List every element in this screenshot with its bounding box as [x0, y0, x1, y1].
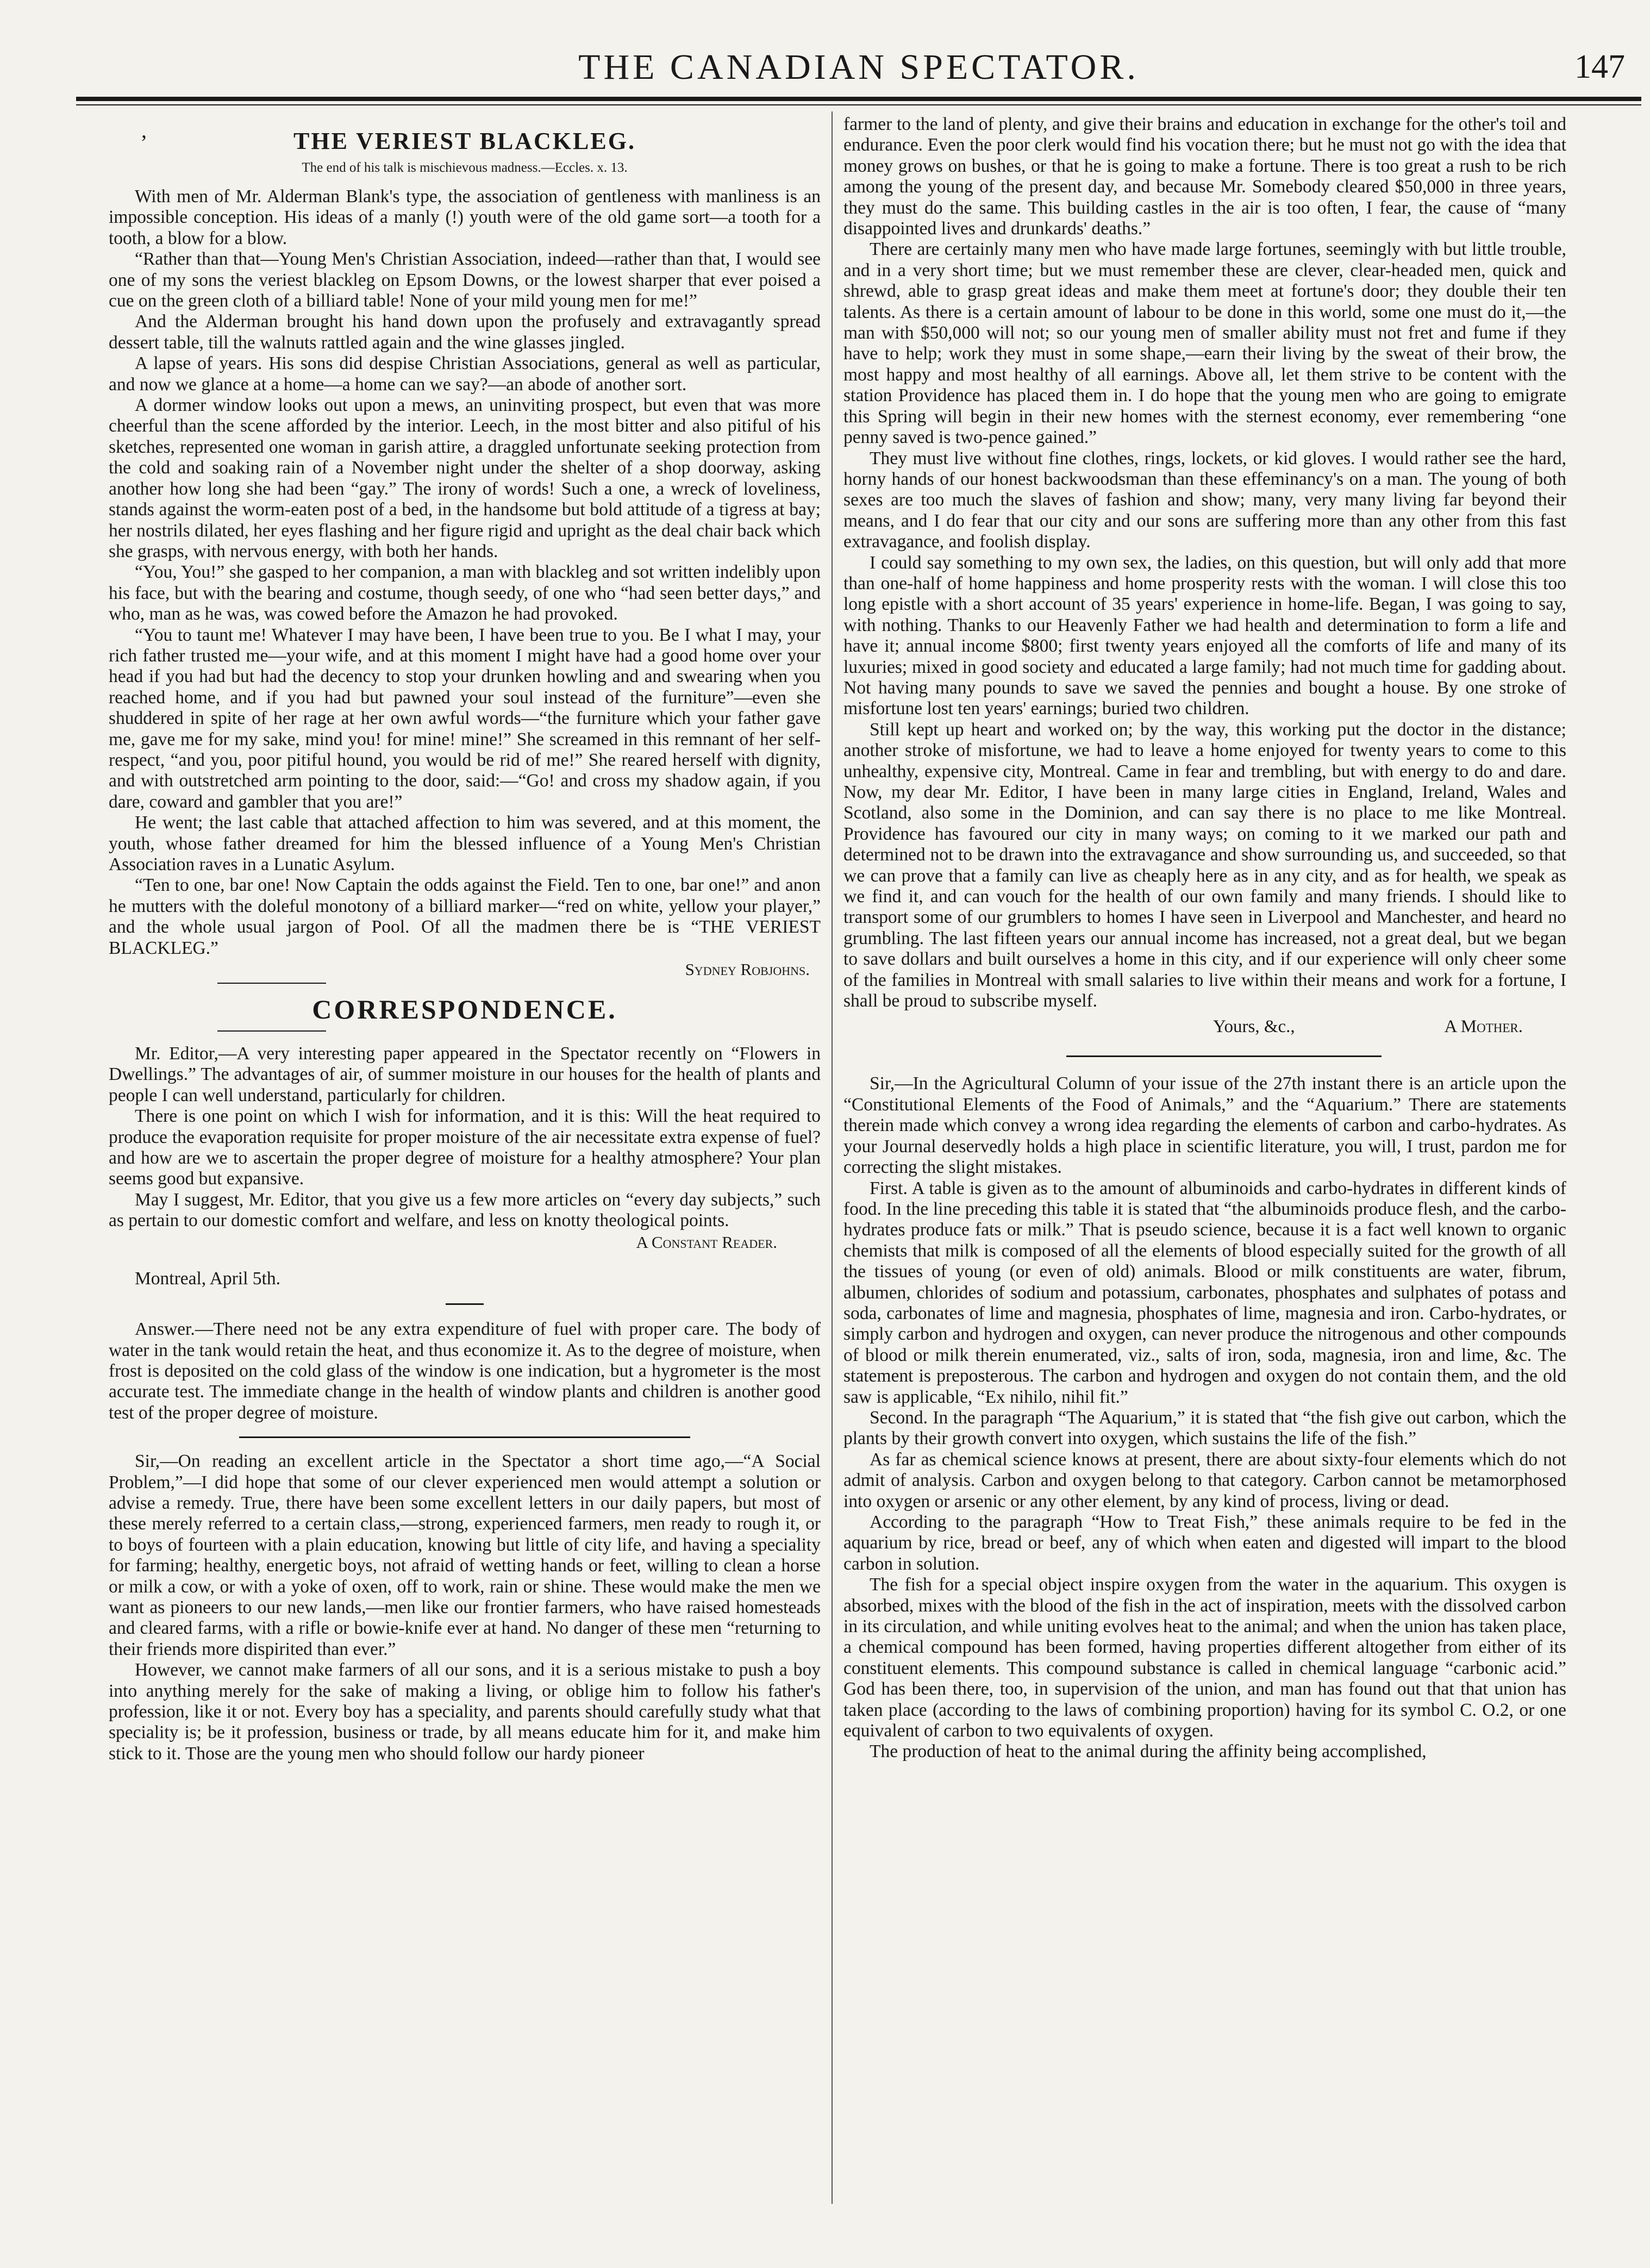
- letter-paragraph: Sir,—On reading an excellent article in the Spectator a short time ago,—“A Social Problem,”—I did hope that some of our clever experienced men would attempt a solution or advise a remedy. True, there have been some excellent letters in our daily papers, but most of these merely referred to a certain class,—strong, experienced farmers, men ready to rough it, or to boys of fourteen with a plain education, knowing but little of city life, and having a speciality for farming; healthy, energetic boys, not afraid of wetting hands or feet, willing to clean a horse or milk a cow, or with a yoke of oxen, off to work, rain or shine. These would make the men we want as pioneers to our new lands,—men like our frontier farmers, who have raised homesteads and cleared farms, with a rifle or bowie-knife ever at hand. No danger of these men “returning to their friends more dispirited than ever.”: [109, 1451, 821, 1659]
- article-paragraph: With men of Mr. Alderman Blank's type, the association of gentleness with manliness is an impossible conception. His ideas of a manly (!) youth were of the old game sort—a tooth for a tooth, a blow for a blow.: [109, 186, 821, 248]
- article-paragraph: “Rather than that—Young Men's Christian Association, indeed—rather than that, I would see one of my sons the veriest blackleg on Epsom Downs, or the lowest sharper that ever poised a cue on the green cloth of a billiard table! None of your mild young men for me!”: [109, 249, 821, 311]
- letter-dateline: Montreal, April 5th.: [135, 1268, 280, 1289]
- right-column: [843, 114, 1566, 2212]
- letter-paragraph: First. A table is given as to the amount of albuminoids and carbo-hydrates in different kinds of food. In the line preceding this table it is stated that “the albuminoids produce flesh, and the carbo-hydrates produce fats or milk.” That is pseudo science, because it is a fact well known to organic chemists that milk is composed of all the elements of blood especially suited for the growth of all the tissues of young (or even of old) animals. Blood or milk constituents are water, fibrum, albumen, chlorides of sodium and potassium, carbonates, phosphates and sulphates of potass and soda, carbonates of lime and magnesia, phosphates of lime, magnesia and iron. Carbo-hydrates, or simply carbon and hydrogen and oxygen, can never produce the nitrogenous and other compounds of blood or milk therein enumerated, viz., salts of iron, soda, magnesia, iron and lime, &c. The statement is preposterous. The carbon and hydrogen and oxygen do not contain them, and the old saw is applicable, “Ex nihilo, nihil fit.”: [843, 1178, 1566, 1407]
- letter-paragraph: According to the paragraph “How to Treat Fish,” these animals require to be fed in the aquarium by rice, bread or beef, any of which when eaten and digested will impart to the blood carbon in solution.: [843, 1512, 1566, 1574]
- letter-paragraph: I could say something to my own sex, the ladies, on this question, but will only add that more than one-half of home happiness and home prosperity rests with the woman. I will close this too long epistle with a short account of 35 years' experience in home-life. Began, I was going to say, with nothing. Thanks to our Heavenly Father we had health and determination to form a life and have it; annual income $800; first twenty years enjoyed all the comforts of life and many of its luxuries; mixed in good society and educated a large family; had not much time for gadding about. Not having many pounds to save we saved the pennies and bought a house. By one stroke of misfortune lost ten years' earnings; buried two children.: [843, 552, 1566, 719]
- article-paragraph: And the Alderman brought his hand down upon the profusely and extravagantly spread dessert table, till the walnuts rattled again and the wine glasses jingled.: [109, 311, 821, 353]
- letter-paragraph: Second. In the paragraph “The Aquarium,” it is stated that “the fish give out carbon, which the plants by their growth convert into oxygen, which sustains the life of the fish.”: [843, 1407, 1566, 1449]
- ink-mark: ,: [141, 118, 147, 142]
- letter-paragraph: However, we cannot make farmers of all our sons, and it is a serious mistake to push a boy into anything merely for the sake of making a living, or oblige him to follow his father's profession, like it or not. Every boy has a speciality, and parents should carefully study what that speciality is; be it profession, business or trade, by all means educate him for it, and make him stick to it. Those are the young men who should follow our hardy pioneer: [109, 1660, 821, 1764]
- letter-paragraph: As far as chemical science knows at present, there are about sixty-four elements which do not admit of analysis. Carbon and oxygen belong to that category. Carbon cannot be metamorphosed into oxygen or arsenic or any other element, by any kind of process, living or dead.: [843, 1449, 1566, 1511]
- separator-rule: [1066, 1055, 1382, 1057]
- article-paragraph: “You to taunt me! Whatever I may have been, I have been true to you. Be I what I may, your rich father trusted me—your wife, and at this moment I might have had a good home over your head if you had but had the decency to stop your drunken howling and and swearing when you reached home, and if you had but pawned your soul instead of the furniture”—even she shuddered in spite of her rage at her own awful words—“the furniture which your father gave me, gave me for my sake, mind you! for mine! mine!” She screamed in this remnant of her self-respect, “and you, poor pitiful hound, you would be rid of me!” She reared herself with dignity, and with outstretched arm pointing to the door, said:—“Go! and cross my shadow again, if you dare, coward and gambler that you are!”: [109, 624, 821, 812]
- separator-rule: [239, 1436, 690, 1438]
- epigraph: The end of his talk is mischievous madness.—Eccles. x. 13.: [302, 160, 628, 175]
- letter-paragraph: Sir,—In the Agricultural Column of your issue of the 27th instant there is an article upon the “Constitutional Elements of the Food of Animals,” and the “Aquarium.” There are statements therein made which convey a wrong idea regarding the elements of carbon and carbo-hydrates. As your Journal deservedly holds a high place in scientific literature, you will, I trust, pardon me for correcting the slight mistakes.: [843, 1073, 1566, 1178]
- article-paragraph: He went; the last cable that attached affection to him was severed, and at this moment, the youth, whose father dreamed for him the blessed influence of a Young Men's Christian Association raves in a Lunatic Asylum.: [109, 813, 821, 874]
- left-column: [109, 114, 821, 2212]
- short-rule: [446, 1303, 484, 1305]
- letter-signature: A Mother.: [1444, 1017, 1523, 1037]
- publication-title: THE CANADIAN SPECTATOR.: [578, 47, 1139, 87]
- article-signature: Sydney Robjohns.: [685, 960, 810, 979]
- letter-paragraph: There are certainly many men who have made large fortunes, seemingly with but little trouble, and in a very short time; but we must remember these are clever, clear-headed men, quick and shrewd, able to grasp great ideas and make them meet at fortune's door; they double their ten talents. As there is a certain amount of labour to be done in this world, some one must do it,—the man with $50,000 will not; so our young men of smaller ability must not fret and fume if they have to help; work they must in some shape,—earn their living by the sweat of their brow, the most happy and most healthy of all earnings. Above all, let them strive to be content with the station Providence has placed them in. I do hope that the young men who are going to emigrate this Spring will begin in their new homes with the sternest economy, ever remembering “one penny saved is two-pence gained.”: [843, 239, 1566, 448]
- section-rule: [217, 1030, 326, 1032]
- letter-paragraph: May I suggest, Mr. Editor, that you give us a few more articles on “every day subjects,” such as pertain to our domestic comfort and welfare, and less on knotty theological points.: [109, 1189, 821, 1231]
- letter-paragraph: The fish for a special object inspire oxygen from the water in the aquarium. This oxygen is absorbed, mixes with the blood of the fish in the act of inspiration, meets with the dissolved carbon in its circulation, and while uniting evolves heat to the animal; and when the union has taken place, a chemical compound has been formed, having properties different altogether from either of its constituent elements. This compound substance is called in chemical language “carbonic acid.” God has been there, too, in supervision of the union, and man has found out that that union has taken place (according to the laws of combining proportion) having for its symbol C. O.2, or one equivalent of carbon to two equivalents of oxygen.: [843, 1575, 1566, 1741]
- section-rule: [217, 983, 326, 984]
- page-number: 147: [1574, 48, 1625, 85]
- letter-closing: Yours, &c.,: [1213, 1017, 1295, 1037]
- masthead: [76, 47, 1641, 96]
- letter-paragraph: The production of heat to the animal during the affinity being accomplished,: [870, 1741, 1427, 1762]
- section-title: CORRESPONDENCE.: [312, 994, 617, 1025]
- article-paragraph: A lapse of years. His sons did despise Christian Associations, general as well as particular, and now we glance at a home—a home can we say?—an abode of another sort.: [109, 353, 821, 395]
- article-title: THE VERIEST BLACKLEG.: [293, 128, 636, 154]
- letter-paragraph: Still kept up heart and worked on; by the way, this working put the doctor in the distance; another stroke of misfortune, we had to leave a home enjoyed for twenty years to come to this unhealthy, expensive city, Montreal. Came in fear and trembling, but with energy to do and dare. Now, my dear Mr. Editor, I have been in many large cities in England, Ireland, Wales and Scotland, also some in the Dominion, and can say there is no place to me like Montreal. Providence has favoured our city in many ways; on coming to it we marked our path and determined not to be drawn into the extravagance and show surrounding us, and succeeded, so that we can prove that a family can live as cheaply here as in any city, and as for health, we speak as we find it, and can vouch for the health of our own family and many friends. I should like to transport some of our grumblers to homes I have seen in Liverpool and Manchester, and heard no grumbling. The last fifteen years our annual income has increased, not a great deal, but we began to save dollars and built ourselves a home in this city, and if our experience will only cheer some of the families in Montreal with small salaries to live within their means and work for a fortune, I shall be proud to subscribe myself.: [843, 719, 1566, 1011]
- answer-paragraph: Answer.—There need not be any extra expenditure of fuel with proper care. The body of water in the tank would retain the heat, and thus economize it. As to the degree of moisture, when frost is deposited on the cold glass of the window is one indication, but a hygrometer is the most accurate test. The immediate change in the health of window plants and children is another good test of the proper degree of moisture.: [109, 1319, 821, 1423]
- letter-signature: A Constant Reader.: [636, 1232, 777, 1252]
- header-rule-thin: [76, 104, 1641, 105]
- article-paragraph: A dormer window looks out upon a mews, an uninviting prospect, but even that was more cheerful than the scene afforded by the interior. Leech, in the most bitter and also pitiful of his sketches, represented one woman in garish attire, a draggled unfortunate seeking protection from the cold and soaking rain of a November night under the shelter of a shop doorway, asking another how long she had been “gay.” The irony of words! Such a one, a wreck of loveliness, stands against the worm-eaten post of a bed, in the handsome but bold attitude of a tigress at bay; her nostrils dilated, her eyes flashing and her figure rigid and upright as the deal chair back which she grasps, with nervous energy, with both her hands.: [109, 395, 821, 561]
- header-rule: [76, 97, 1641, 101]
- column-divider: [832, 111, 833, 2204]
- article-paragraph: “You, You!” she gasped to her companion, a man with blackleg and sot written indelibly upon his face, but with the bearing and costume, though seedy, of one who “had seen better days,” and who, man as he was, was cowed before the Amazon he had provoked.: [109, 562, 821, 624]
- letter-paragraph: They must live without fine clothes, rings, lockets, or kid gloves. I would rather see the hard, horny hands of our honest backwoodsman than these effeminancy's on a man. The young of both sexes are too much the slaves of fashion and show; many, very many living far beyond their means, and I do fear that our city and our sons are suffering more than any other from this fast extravagance, and foolish display.: [843, 448, 1566, 552]
- article-paragraph: “Ten to one, bar one! Now Captain the odds against the Field. Ten to one, bar one!” and anon he mutters with the doleful monotony of a billiard marker—“red on white, yellow your player,” and the whole usual jargon of Pool. Of all the madmen there be is “THE VERIEST BLACKLEG.”: [109, 875, 821, 958]
- letter-paragraph: Mr. Editor,—A very interesting paper appeared in the Spectator recently on “Flowers in Dwellings.” The advantages of air, of summer moisture in our houses for the health of plants and people I can well understand, particularly for children.: [109, 1044, 821, 1105]
- letter-signoff: [1213, 1017, 1523, 1037]
- letter-paragraph: farmer to the land of plenty, and give their brains and education in exchange for the other's toil and endurance. Even the poor clerk would find his vocation there; but he must not go with the idea that money grows on bushes, or that he is going to make a fortune. There is too great a rush to be rich among the young of the present day, and because Mr. Somebody cleared $50,000 in three years, they must do the same. This building castles in the air is too often, I fear, the cause of “many disappointed lives and drunkards' deaths.”: [843, 114, 1566, 239]
- letter-paragraph: There is one point on which I wish for information, and it is this: Will the heat required to produce the evaporation requisite for proper moisture of the air necessitate extra expense of fuel? and how are we to ascertain the proper degree of moisture for a healthy atmosphere? Your plan seems good but expansive.: [109, 1106, 821, 1189]
